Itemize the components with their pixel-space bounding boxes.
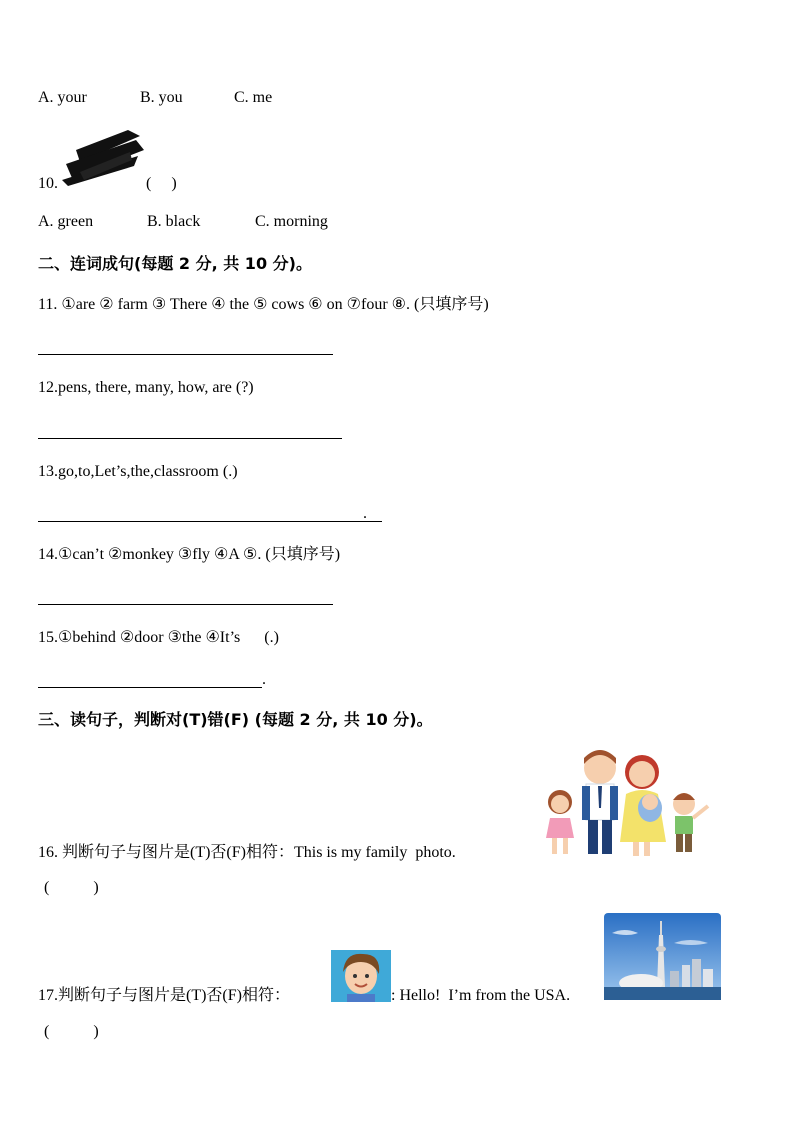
q14-text: 14.①can’t ②monkey ③fly ④A ⑤. (只填序号) <box>38 546 341 563</box>
section-3-heading: 三、读句子，判断对(T)错(F) (每题 2 分, 共 10 分)。 <box>38 710 433 729</box>
q11-answer-line[interactable] <box>38 354 333 355</box>
q13-text: 13.go,to,Let’s,the,classroom (.) <box>38 463 238 480</box>
q9-option-a: A. your <box>38 89 87 106</box>
q10-number: 10. <box>38 175 58 192</box>
q10-option-b: B. black <box>147 213 201 230</box>
q15-answer-line[interactable] <box>38 687 262 688</box>
section-2-heading: 二、连词成句(每题 2 分, 共 10 分)。 <box>38 254 312 273</box>
q11-text: 11. ①are ② farm ③ There ④ the ⑤ cows ⑥ on ⑦four ⑧. (只填序号) <box>38 296 489 313</box>
q16-text: 16. 判断句子与图片是(T)否(F)相符：This is my family photo. <box>38 844 456 861</box>
family-illustration <box>538 746 718 858</box>
q12-answer-line[interactable] <box>38 438 342 439</box>
q17-answer-paren[interactable]: ( ) <box>44 1023 99 1040</box>
q16-answer-paren[interactable]: ( ) <box>44 879 99 896</box>
q10-answer-paren[interactable]: ( ) <box>146 175 177 192</box>
q15-text: 15.①behind ②door ③the ④It’s (.) <box>38 629 279 646</box>
q17-prefix-text: 17.判断句子与图片是(T)否(F)相符： <box>38 987 290 1004</box>
q13-period: . <box>363 505 367 522</box>
q12-text: 12.pens, there, many, how, are (?) <box>38 379 254 396</box>
q9-option-b: B. you <box>140 89 183 106</box>
q13-answer-line[interactable] <box>38 521 382 522</box>
q17-suffix-text: : Hello! I’m from the USA. <box>391 987 571 1004</box>
q10-option-a: A. green <box>38 213 94 230</box>
city-skyline-photo <box>604 913 721 1000</box>
black-paint-stroke-image <box>58 122 148 190</box>
q14-answer-line[interactable] <box>38 604 333 605</box>
boy-avatar-picture <box>331 950 391 1002</box>
q10-option-c: C. morning <box>255 213 328 230</box>
q9-option-c: C. me <box>234 89 273 106</box>
q15-period: . <box>262 671 266 688</box>
